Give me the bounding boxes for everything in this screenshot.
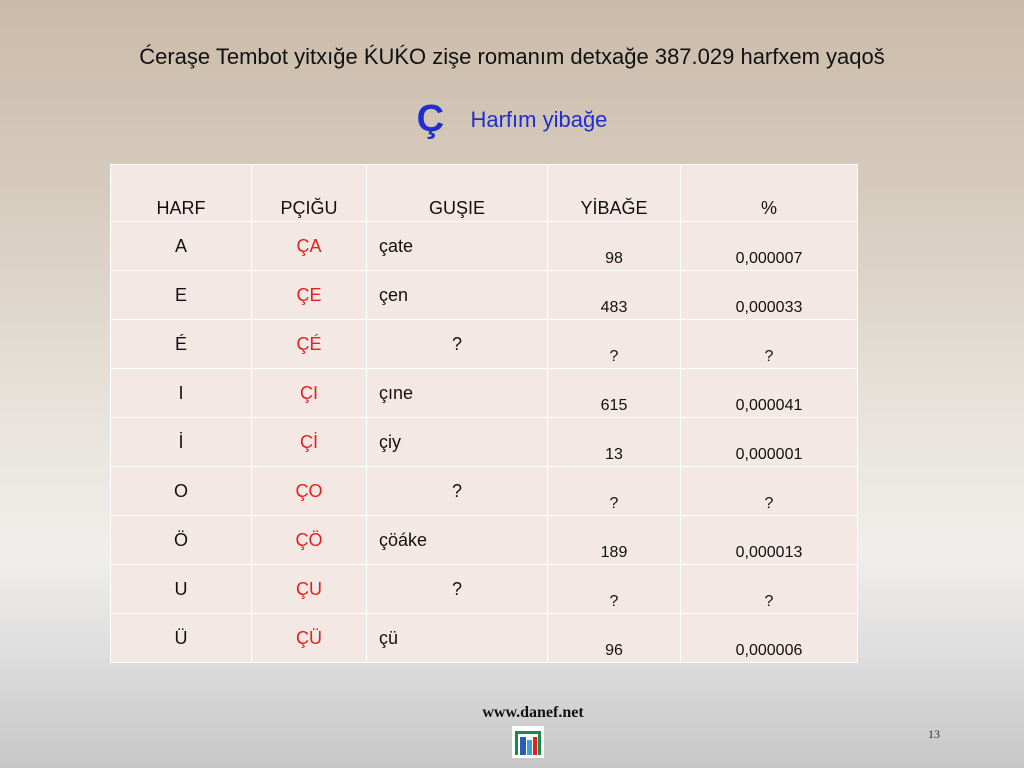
- cell-percent: 0,000033: [681, 271, 858, 320]
- cell-count: 96: [548, 614, 681, 663]
- cell-count: ?: [548, 565, 681, 614]
- slide-title: Ćeraşe Tembot yitxığe ḰUḰO zişe romanım detxağe 387.029 harfxem yaqoš: [139, 44, 885, 69]
- cell-percent: ?: [681, 467, 858, 516]
- cell-percent: 0,000007: [681, 222, 858, 271]
- cell-count: ?: [548, 467, 681, 516]
- cell-pair: ÇU: [252, 565, 367, 614]
- header-pciğu: PÇIĞU: [252, 165, 367, 222]
- cell-example: [367, 614, 548, 663]
- example-text: çöáke: [379, 529, 428, 550]
- cell-percent: 0,000006: [681, 614, 858, 663]
- cell-percent: ?: [681, 565, 858, 614]
- table-row: [111, 418, 858, 467]
- subtitle-label: Harfım yibağe: [470, 106, 608, 132]
- cell-pair: ÇO: [252, 467, 367, 516]
- table-row: [111, 320, 858, 369]
- subtitle-letter: Ç: [416, 98, 445, 140]
- cell-letter: Ö: [111, 516, 252, 565]
- cell-pair: ÇÜ: [252, 614, 367, 663]
- cell-example: [367, 467, 548, 516]
- page-number: 13: [928, 727, 940, 741]
- slide-subtitle: [0, 98, 1024, 141]
- cell-letter: É: [111, 320, 252, 369]
- example-text: çate: [379, 235, 414, 256]
- cell-pair: ÇE: [252, 271, 367, 320]
- header-percent: %: [681, 165, 858, 222]
- table-row: [111, 369, 858, 418]
- cell-letter: O: [111, 467, 252, 516]
- table-row: [111, 614, 858, 663]
- cell-example: [367, 222, 548, 271]
- cell-count: ?: [548, 320, 681, 369]
- cell-count: 483: [548, 271, 681, 320]
- letter-frequency-table: [110, 164, 858, 663]
- header-guşie: GUŞIE: [367, 165, 548, 222]
- table-row: [111, 565, 858, 614]
- example-text: çıne: [379, 382, 414, 403]
- cell-percent: 0,000001: [681, 418, 858, 467]
- example-text: çiy: [379, 431, 401, 452]
- cell-count: 13: [548, 418, 681, 467]
- cell-letter: Ü: [111, 614, 252, 663]
- cell-pair: Çİ: [252, 418, 367, 467]
- table-row: [111, 516, 858, 565]
- cell-example: [367, 565, 548, 614]
- cell-percent: 0,000041: [681, 369, 858, 418]
- header-yibağe: YİBAĞE: [548, 165, 681, 222]
- cell-pair: ÇA: [252, 222, 367, 271]
- cell-example: [367, 320, 548, 369]
- cell-count: 189: [548, 516, 681, 565]
- cell-pair: ÇI: [252, 369, 367, 418]
- cell-pair: ÇÖ: [252, 516, 367, 565]
- cell-example: [367, 516, 548, 565]
- cell-example: [367, 271, 548, 320]
- header-harf: HARF: [111, 165, 252, 222]
- example-text: ?: [451, 480, 462, 501]
- cell-percent: 0,000013: [681, 516, 858, 565]
- danef-logo-icon: [512, 726, 544, 758]
- cell-letter: İ: [111, 418, 252, 467]
- example-text: ?: [451, 333, 462, 354]
- cell-letter: I: [111, 369, 252, 418]
- example-text: çen: [379, 284, 409, 305]
- cell-count: 98: [548, 222, 681, 271]
- cell-pair: ÇÉ: [252, 320, 367, 369]
- cell-letter: A: [111, 222, 252, 271]
- cell-letter: U: [111, 565, 252, 614]
- table-row: [111, 271, 858, 320]
- footer-url[interactable]: www.danef.net: [482, 704, 584, 721]
- cell-example: [367, 369, 548, 418]
- cell-example: [367, 418, 548, 467]
- example-text: çü: [379, 627, 399, 648]
- cell-letter: E: [111, 271, 252, 320]
- cell-percent: ?: [681, 320, 858, 369]
- cell-count: 615: [548, 369, 681, 418]
- table-header-row: [111, 165, 858, 222]
- table-row: [111, 467, 858, 516]
- example-text: ?: [451, 578, 462, 599]
- table-row: [111, 222, 858, 271]
